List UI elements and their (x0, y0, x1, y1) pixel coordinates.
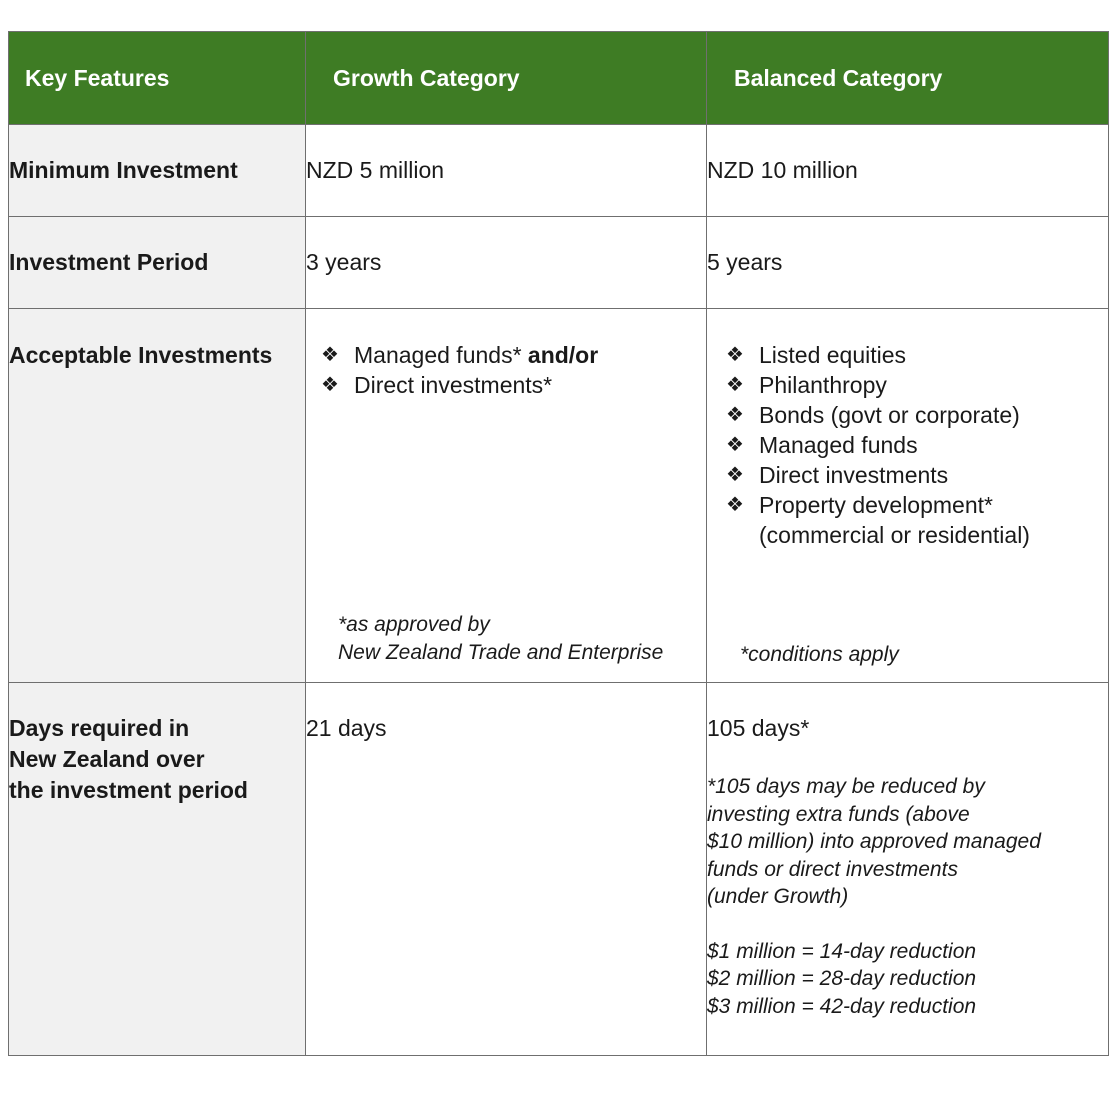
note-line: investing extra funds (above (707, 802, 970, 826)
footnote-line: *as approved by (338, 613, 490, 636)
label-investment-period: Investment Period (9, 217, 306, 309)
diamond-bullet-icon: ❖ (726, 434, 744, 456)
header-balanced-category: Balanced Category (707, 32, 1109, 125)
diamond-bullet-icon: ❖ (321, 374, 339, 396)
label-line: New Zealand over (9, 746, 205, 772)
note-line: *105 days may be reduced by (707, 775, 985, 798)
diamond-bullet-icon: ❖ (726, 494, 744, 516)
diamond-bullet-icon: ❖ (726, 344, 744, 366)
list-item-bold-suffix: and/or (521, 342, 599, 368)
note-line: (under Growth) (707, 885, 849, 908)
balanced-days-required-cell (707, 683, 1109, 1056)
footnote-line: New Zealand Trade and Enterprise (338, 641, 664, 664)
list-item-text: Direct investments (759, 462, 949, 488)
label-acceptable-investments: Acceptable Investments (9, 342, 273, 368)
header-row (9, 32, 1109, 125)
label-acceptable-investments-cell (9, 309, 306, 683)
growth-acceptable-investments (306, 309, 707, 683)
list-item-text: Direct investments* (354, 372, 553, 398)
label-minimum-investment: Minimum Investment (9, 125, 306, 217)
diamond-bullet-icon: ❖ (726, 404, 744, 426)
diamond-bullet-icon: ❖ (726, 464, 744, 486)
list-item-continuation-text: (commercial or residential) (759, 522, 1030, 548)
row-days-required (9, 683, 1109, 1056)
list-item (318, 340, 698, 370)
row-investment-period (9, 217, 1109, 309)
reduction-item: $3 million = 42-day reduction (707, 994, 977, 1018)
list-item (318, 370, 698, 400)
list-item (723, 490, 1102, 520)
header-key-features: Key Features (9, 32, 306, 125)
header-growth-category: Growth Category (306, 32, 707, 125)
list-item-text: Bonds (govt or corporate) (759, 402, 1020, 428)
balanced-days-required: 105 days* (707, 715, 810, 741)
growth-minimum-investment: NZD 5 million (306, 125, 707, 217)
growth-footnote (338, 611, 663, 667)
growth-investment-list (318, 340, 698, 400)
label-days-required-cell (9, 683, 306, 1056)
list-item-text: Listed equities (759, 342, 907, 368)
growth-days-required-cell (306, 683, 707, 1056)
list-item (723, 460, 1102, 490)
reduction-item: $1 million = 14-day reduction (707, 939, 977, 963)
list-item (723, 430, 1102, 460)
balanced-days-note (707, 773, 1108, 911)
note-line: funds or direct investments (707, 857, 958, 881)
row-acceptable-investments (9, 309, 1109, 683)
balanced-minimum-investment: NZD 10 million (707, 125, 1109, 217)
key-features-table (8, 31, 1109, 1056)
list-item (723, 370, 1102, 400)
diamond-bullet-icon: ❖ (726, 374, 744, 396)
list-item-text: Managed funds (759, 432, 918, 458)
list-item-text: Managed funds* (354, 342, 522, 368)
balanced-investment-period: 5 years (707, 217, 1109, 309)
list-item-text: Property development* (759, 492, 993, 518)
growth-days-required: 21 days (306, 715, 387, 741)
balanced-investment-list (723, 340, 1102, 550)
label-days-required (9, 683, 305, 806)
balanced-footnote: *conditions apply (740, 643, 899, 666)
reduction-item: $2 million = 28-day reduction (707, 967, 977, 990)
list-item (723, 400, 1102, 430)
note-line: $10 million) into approved managed (707, 830, 1041, 853)
growth-investment-period: 3 years (306, 217, 707, 309)
diamond-bullet-icon: ❖ (321, 344, 339, 366)
balanced-days-required-block (707, 683, 1108, 1020)
label-line: the investment period (9, 777, 248, 803)
balanced-acceptable-investments (707, 309, 1109, 683)
list-item (723, 340, 1102, 370)
reduction-list (707, 938, 1108, 1021)
row-minimum-investment (9, 125, 1109, 217)
list-item-continuation (723, 520, 1102, 550)
list-item-text: Philanthropy (759, 372, 887, 398)
label-line: Days required in (9, 715, 190, 741)
